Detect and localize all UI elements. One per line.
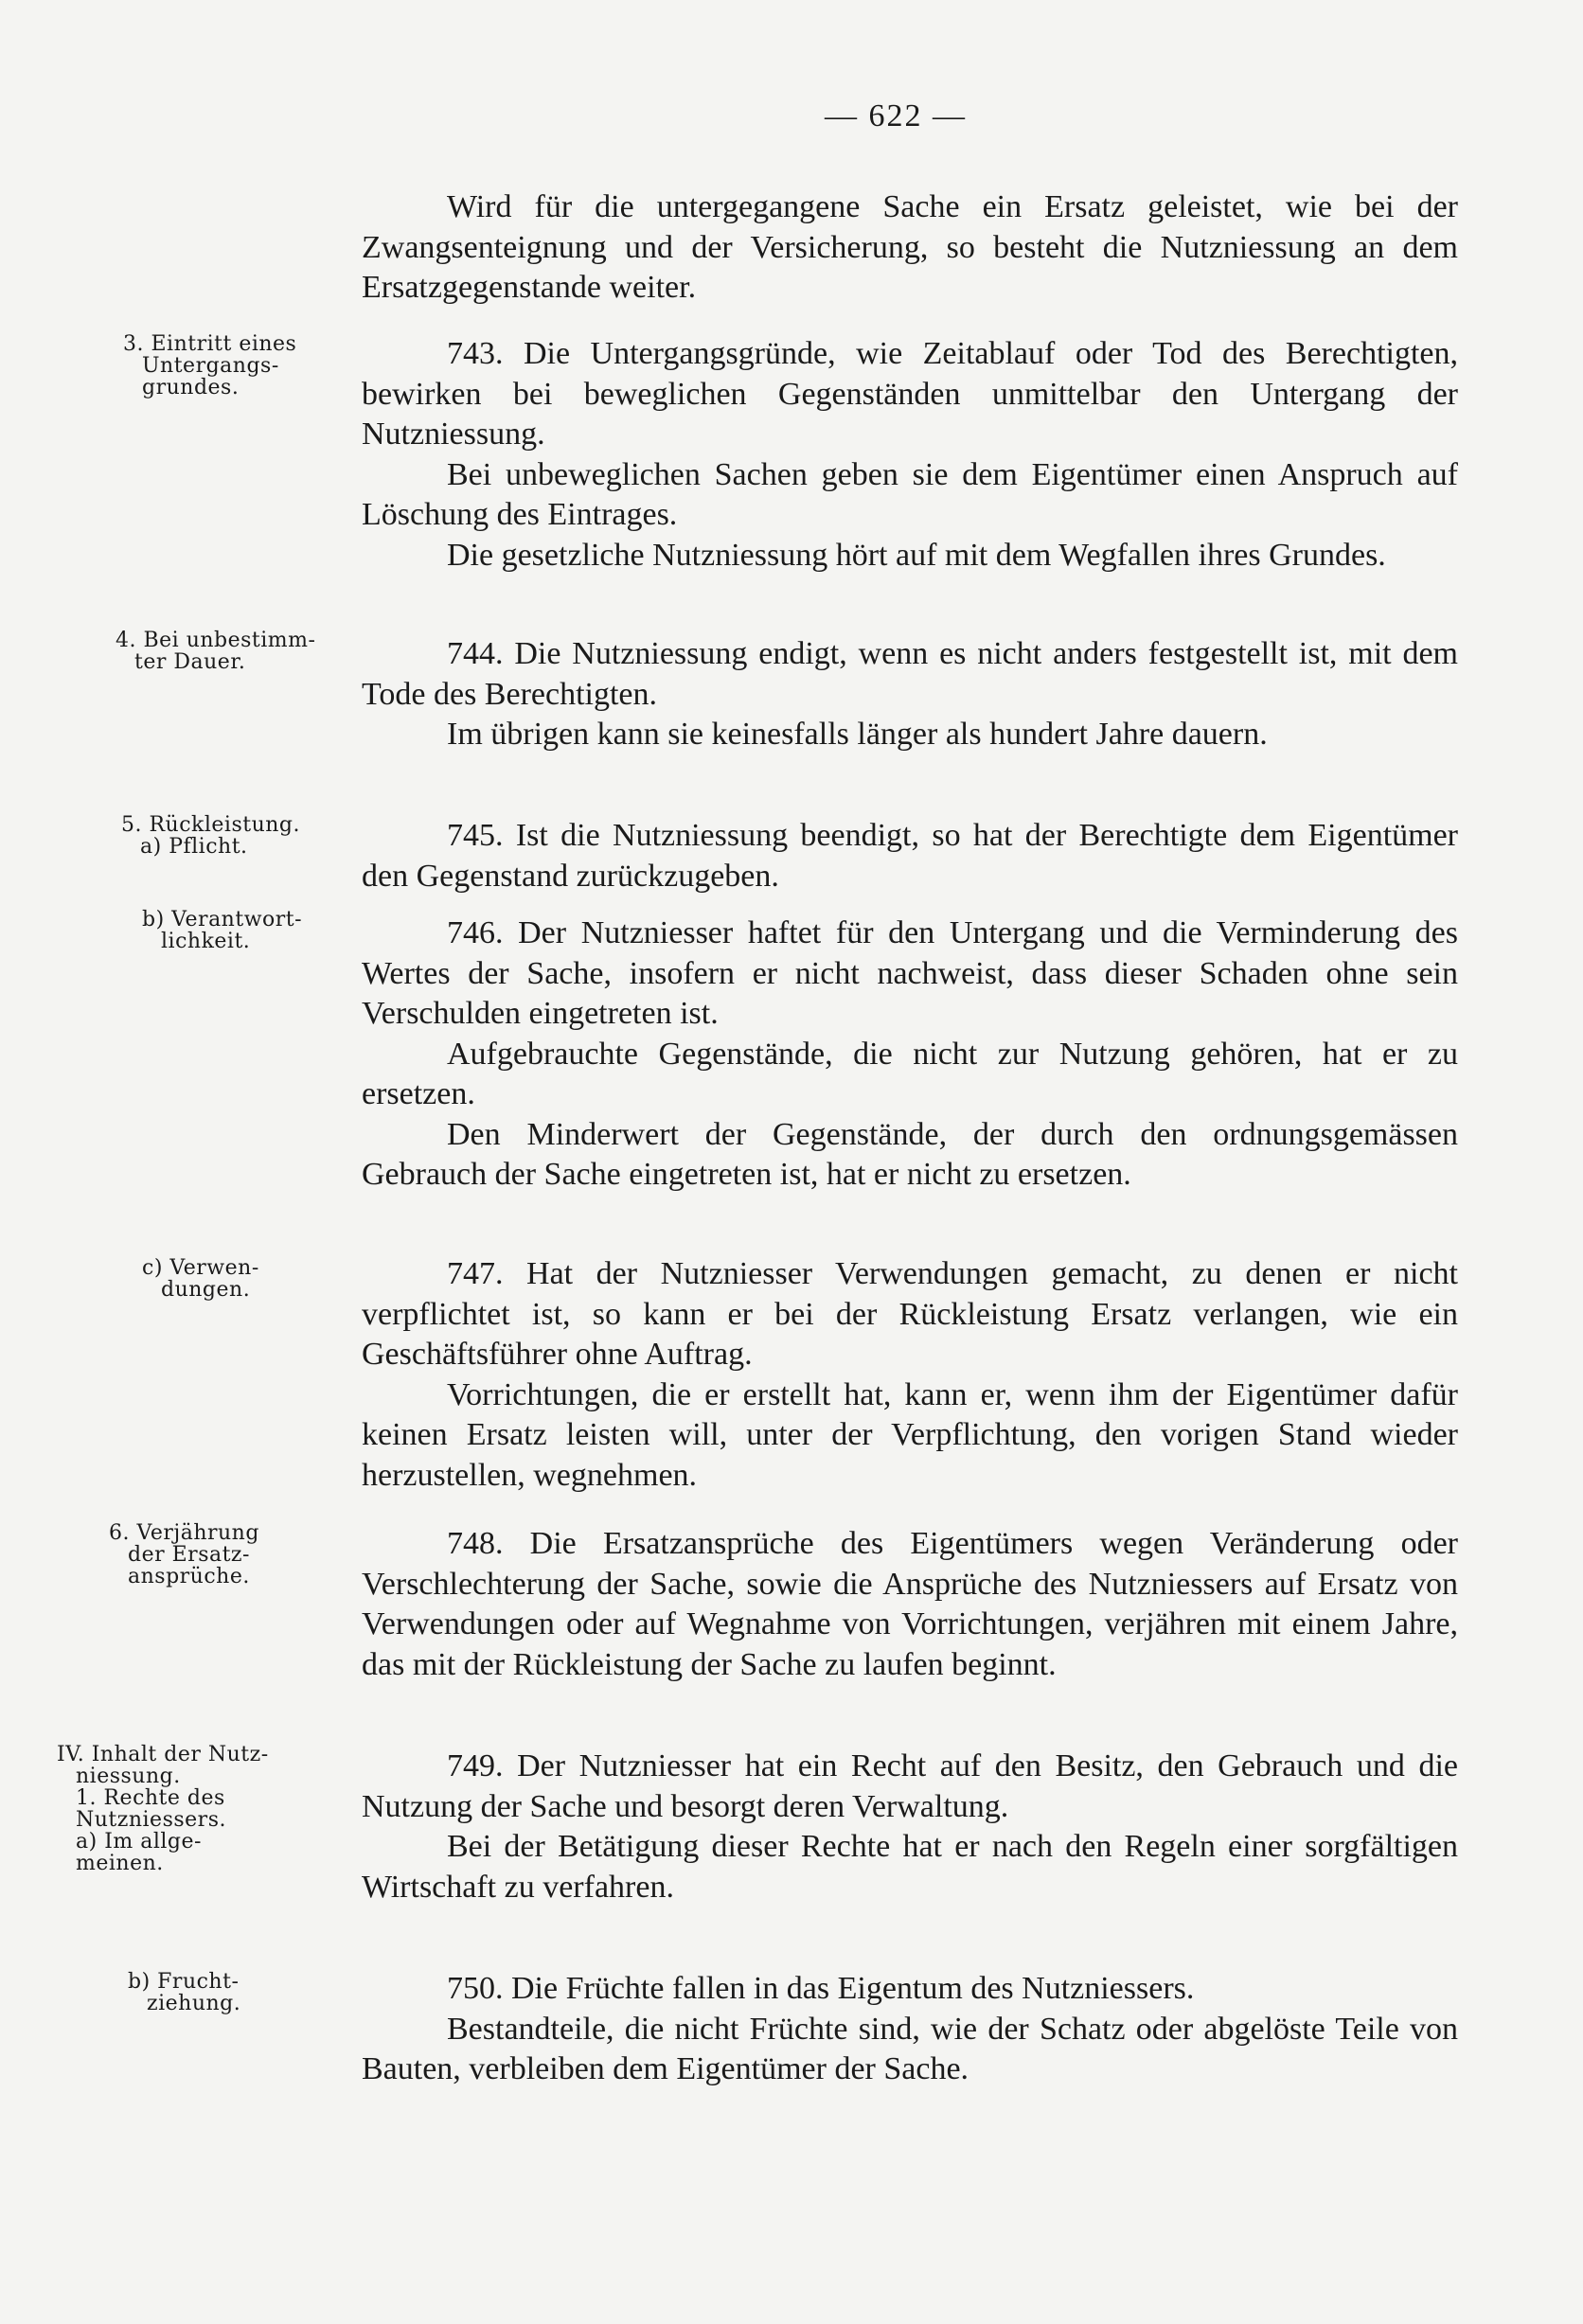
margin-note-line: Nutzniessers. [76,1808,226,1832]
paragraph: Bei der Betätigung dieser Rechte hat er nach den Regeln einer sorgfältigen Wirtschaft zu verfahren. [362,1829,1458,1905]
paragraph-748: 748. Die Ersatzansprüche des Eigentümers wegen Veränderung oder Verschlechterung der Sache, sowie die Ansprüche des Nutzniessers auf Ersatz von Verwendungen oder auf Wegnahme von Vorrichtungen, verjähren mit einem Jahre, das mit der Rückleistung der Sache zu laufen beginnt. [362,1526,1458,1682]
paragraph: Bei unbeweglichen Sachen geben sie dem Eigentümer einen Anspruch auf Löschung des Eintrages. [362,456,1458,532]
margin-note-line: c) Verwen- [142,1256,259,1280]
margin-note-line: der Ersatz- [128,1543,250,1567]
text-block [362,1969,1458,2090]
margin-note-line: 1. Rechte des [76,1786,225,1810]
margin-note-line: a) Im allge- [76,1830,202,1854]
margin-note-line: IV. Inhalt der Nutz- [57,1743,269,1766]
margin-note [57,1744,269,1874]
margin-note-line: niessung. [76,1765,181,1788]
text-block [362,914,1458,1196]
paragraph-750: 750. Die Früchte fallen in das Eigentum des Nutzniessers. [447,1971,1195,2006]
paragraph: Aufgebrauchte Gegenstände, die nicht zur Nutzung gehören, hat er zu ersetzen. [362,1036,1458,1111]
text-block [362,1524,1458,1685]
text-block [362,334,1458,576]
text-block [362,816,1458,896]
paragraph: Im übrigen kann sie keinesfalls länger als hundert Jahre dauern. [447,717,1268,752]
margin-note [109,1522,259,1588]
text-block [362,187,1458,309]
margin-note-line: b) Frucht- [128,1970,240,1994]
paragraph: Bestandteile, die nicht Früchte sind, wie der Schatz oder abgelöste Teile von Bauten, verbleiben dem Eigentümer der Sache. [362,2011,1458,2086]
margin-note [142,1257,259,1301]
margin-note [128,1971,240,2014]
margin-note-line: lichkeit. [161,930,251,953]
margin-note-line: ziehung. [147,1992,241,2015]
paragraph-749: 749. Der Nutzniesser hat ein Recht auf den Besitz, den Gebrauch und die Nutzung der Sache und besorgt deren Verwaltung. [362,1748,1458,1824]
paragraph-744: 744. Die Nutzniessung endigt, wenn es nicht anders festgestellt ist, mit dem Tode des Berechtigten. [362,636,1458,712]
margin-note [142,909,302,952]
margin-note-line: 3. Eintritt eines [123,332,297,356]
margin-note-line: 4. Bei unbestimm- [116,629,316,652]
margin-note-line: grundes. [142,376,240,399]
page-number: — 622 — [825,98,967,133]
margin-note [116,630,315,673]
paragraph-743: 743. Die Untergangsgründe, wie Zeitablauf oder Tod des Berechtigten, bewirken bei beweglichen Gegenständen unmittelbar den Untergang der Nutzniessung. [362,336,1458,452]
margin-note-line: a) Pflicht. [140,835,248,859]
paragraph: Wird für die untergegangene Sache ein Ersatz geleistet, wie bei der Zwangsenteignung und der Versicherung, so besteht die Nutzniessung an dem Ersatzgegenstande weiter. [362,189,1458,305]
paragraph-746: 746. Der Nutzniesser haftet für den Untergang und die Verminderung des Wertes der Sache, insofern er nicht nachweist, dass dieser Schaden ohne sein Verschulden eingetreten ist. [362,915,1458,1031]
paragraph: Die gesetzliche Nutzniessung hört auf mit dem Wegfallen ihres Grundes. [447,537,1386,573]
margin-note-line: Untergangs- [142,354,279,378]
margin-note [121,814,300,858]
margin-note-line: b) Verantwort- [142,908,303,931]
paragraph: Den Minderwert der Gegenstände, der durch den ordnungsgemässen Gebrauch der Sache eingetreten ist, hat er nicht zu ersetzen. [362,1116,1458,1192]
paragraph: Vorrichtungen, die er erstellt hat, kann er, wenn ihm der Eigentümer dafür keinen Ersatz leisten will, unter der Verpflichtung, den vorigen Stand wieder herzustellen, wegnehmen. [362,1376,1458,1493]
margin-note-line: 5. Rückleistung. [121,813,301,837]
margin-note-line: dungen. [161,1278,251,1302]
margin-note-line: ter Dauer. [134,650,246,674]
margin-note-line: 6. Verjährung [109,1521,259,1545]
text-block [362,1747,1458,1907]
text-block [362,634,1458,755]
margin-note-line: ansprüche. [128,1565,250,1588]
margin-note [123,333,296,399]
text-block [362,1254,1458,1496]
margin-note-line: meinen. [76,1852,164,1875]
paragraph-745: 745. Ist die Nutzniessung beendigt, so hat der Berechtigte dem Eigentümer den Gegenstand zurückzugeben. [362,818,1458,894]
paragraph-747: 747. Hat der Nutzniesser Verwendungen gemacht, zu denen er nicht verpflichtet ist, so kann er bei der Rückleistung Ersatz verlangen, wie ein Geschäftsführer ohne Auftrag. [362,1256,1458,1372]
